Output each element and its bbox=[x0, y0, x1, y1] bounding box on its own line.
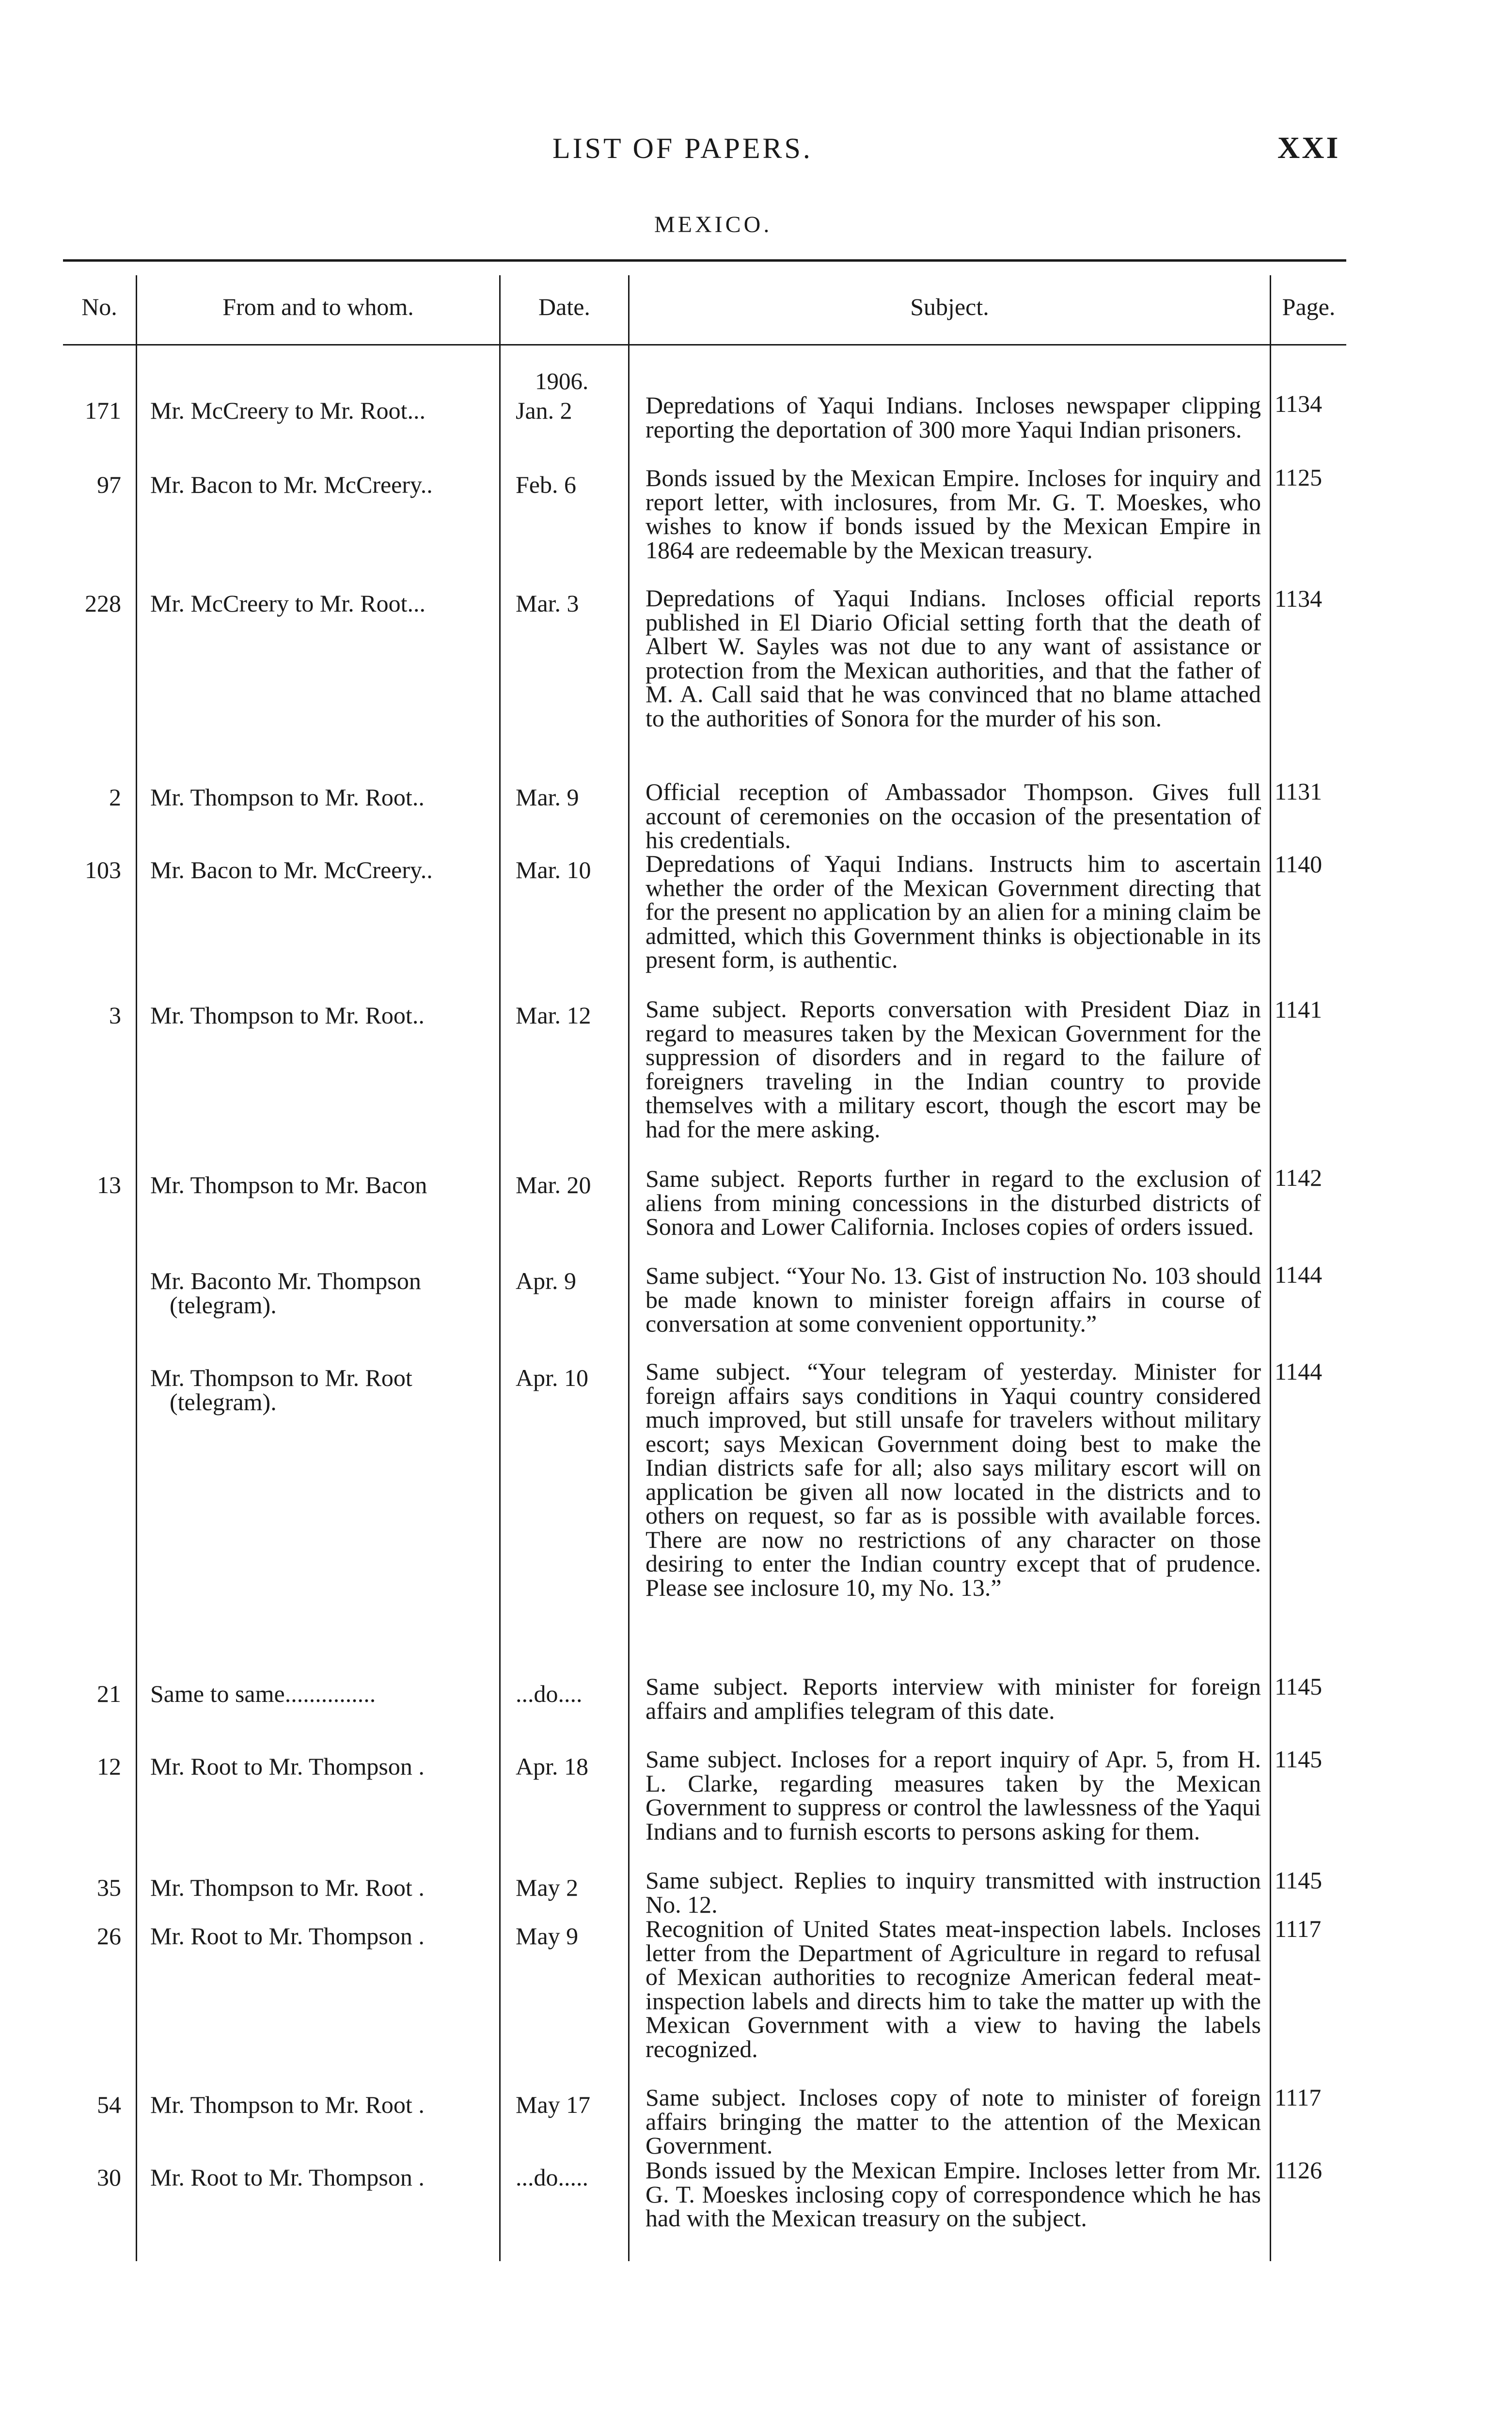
row-subject: Same subject. Incloses copy of note to minister of foreign affairs bringing the matter to the attention of the Mexican Government. bbox=[646, 2084, 1261, 2159]
header-rule bbox=[63, 344, 1346, 346]
row-date: Apr. 10 bbox=[516, 1364, 588, 1391]
row-page: 1144 bbox=[1275, 1261, 1323, 1288]
row-page: 1145 bbox=[1275, 1746, 1323, 1773]
row-correspondents: Mr. Bacon to Mr. McCreery.. bbox=[150, 856, 433, 883]
row-correspondents: Mr. Thompson to Mr. Root . bbox=[150, 2091, 425, 2118]
row-date: May 2 bbox=[516, 1874, 579, 1901]
column-header-subject: Subject. bbox=[910, 293, 989, 320]
row-subject: Same subject. Reports further in regard to the exclusion of aliens from mining concessions in the disturbed districts of Sonora and Lower California. Incloses copies of orders issued. bbox=[646, 1165, 1261, 1240]
row-subject: Bonds issued by the Mexican Empire. Incloses letter from Mr. G. T. Moeskes inclosing copy of correspondence which he has had with the Mexican treasury on the subject. bbox=[646, 2156, 1261, 2232]
column-divider bbox=[1270, 275, 1271, 2261]
row-page: 1145 bbox=[1275, 1673, 1323, 1700]
column-header-no: No. bbox=[81, 293, 117, 320]
row-date: Jan. 2 bbox=[516, 397, 572, 424]
row-number: 171 bbox=[85, 397, 121, 424]
row-correspondents: Mr. Thompson to Mr. Root bbox=[150, 1364, 412, 1391]
row-number: 97 bbox=[97, 471, 121, 498]
row-correspondents: Mr. Thompson to Mr. Root.. bbox=[150, 1002, 425, 1029]
row-number: 54 bbox=[97, 2091, 121, 2118]
row-correspondents: Mr. Bacon to Mr. McCreery.. bbox=[150, 471, 433, 498]
row-page: 1134 bbox=[1275, 390, 1323, 417]
year-label: 1906. bbox=[535, 368, 589, 394]
row-subject: Same subject. Replies to inquiry transmitted with instruction No. 12. bbox=[646, 1867, 1261, 1918]
row-date: Mar. 10 bbox=[516, 856, 591, 883]
row-subject: Same subject. “Your telegram of yesterday. Minister for foreign affairs says conditions in Yaqui country considered much improved, but still unsafe for travelers without military escort; says Mexican Government doing best to make the Indian districts safe for all; also says military escort will on application be given all now located in the districts and to others on request, so far as is possible with available forces. There are now no restrictions of any character on those desiring to enter the Indian country except that of prudence. Please see inclosure 10, my No. 13.” bbox=[646, 1358, 1261, 1601]
column-divider bbox=[499, 275, 501, 2261]
row-number: 228 bbox=[85, 590, 121, 617]
column-header-date: Date. bbox=[538, 293, 590, 320]
row-date: ...do.... bbox=[516, 1680, 583, 1707]
row-correspondents-note: (telegram). bbox=[170, 1291, 277, 1319]
row-date: Mar. 20 bbox=[516, 1171, 591, 1198]
row-date: May 17 bbox=[516, 2091, 591, 2118]
row-page: 1126 bbox=[1275, 2156, 1323, 2184]
row-subject: Same subject. Reports conversation with President Diaz in regard to measures taken by the Mexican Government for the suppression of disorders and in regard to the failure of foreigners traveling in the Indian country to provide themselves with a military escort, though the escort may be had for the mere asking. bbox=[646, 995, 1261, 1143]
column-divider bbox=[628, 275, 630, 2261]
row-correspondents: Mr. Thompson to Mr. Root.. bbox=[150, 784, 425, 811]
row-number: 21 bbox=[97, 1680, 121, 1707]
row-correspondents-note: (telegram). bbox=[170, 1388, 277, 1416]
column-divider bbox=[136, 275, 137, 2261]
row-correspondents: Same to same............... bbox=[150, 1680, 376, 1707]
row-number: 3 bbox=[109, 1002, 121, 1029]
row-date: Apr. 9 bbox=[516, 1267, 576, 1294]
row-page: 1141 bbox=[1275, 996, 1323, 1023]
row-date: Mar. 3 bbox=[516, 590, 579, 617]
running-title: LIST OF PAPERS. bbox=[552, 132, 813, 164]
row-correspondents: Mr. McCreery to Mr. Root... bbox=[150, 590, 426, 617]
row-number: 103 bbox=[85, 856, 121, 883]
row-correspondents: Mr. Root to Mr. Thompson . bbox=[150, 1753, 425, 1780]
row-subject: Same subject. Reports interview with minister for foreign affairs and amplifies telegram of this date. bbox=[646, 1673, 1261, 1724]
row-subject: Depredations of Yaqui Indians. Incloses official reports published in El Diario Oficial setting forth that the death of Albert W. Sayles was not due to any want of assistance or protection from the Mexican authorities, and that the father of M. A. Call said that he was convinced that no blame attached to the authorities of Sonora for the murder of his son. bbox=[646, 584, 1261, 732]
row-subject: Depredations of Yaqui Indians. Instructs him to ascertain whether the order of the Mexican Government directing that for the present no application by an alien for a mining claim be admitted, which this Government thinks is objectionable in its present form, is authentic. bbox=[646, 850, 1261, 973]
row-page: 1140 bbox=[1275, 850, 1323, 878]
row-date: Feb. 6 bbox=[516, 471, 576, 498]
row-correspondents: Mr. Root to Mr. Thompson . bbox=[150, 2164, 425, 2191]
column-header-from: From and to whom. bbox=[222, 293, 414, 320]
row-subject: Bonds issued by the Mexican Empire. Incloses for inquiry and report letter, with inclosures, from Mr. G. T. Moeskes, who wishes to know if bonds issued by the Mexican Empire in 1864 are redeemable by the Mexican treasury. bbox=[646, 464, 1261, 564]
row-page: 1125 bbox=[1275, 464, 1323, 491]
row-correspondents: Mr. Thompson to Mr. Root . bbox=[150, 1874, 425, 1901]
row-date: May 9 bbox=[516, 1922, 579, 1950]
row-subject: Official reception of Ambassador Thompson. Gives full account of ceremonies on the occasion of the presentation of his credentials. bbox=[646, 778, 1261, 853]
row-date: Mar. 9 bbox=[516, 784, 579, 811]
row-date: Mar. 12 bbox=[516, 1002, 591, 1029]
row-number: 12 bbox=[97, 1753, 121, 1780]
page-number: XXI bbox=[1277, 130, 1340, 165]
row-number: 35 bbox=[97, 1874, 121, 1901]
row-date: ...do..... bbox=[516, 2164, 588, 2191]
row-page: 1131 bbox=[1275, 778, 1323, 805]
row-correspondents: Mr. McCreery to Mr. Root... bbox=[150, 397, 426, 424]
row-correspondents: Mr. Thompson to Mr. Bacon bbox=[150, 1171, 427, 1198]
row-correspondents: Mr. Root to Mr. Thompson . bbox=[150, 1922, 425, 1950]
row-page: 1117 bbox=[1275, 2084, 1322, 2111]
row-page: 1145 bbox=[1275, 1867, 1323, 1894]
row-number: 2 bbox=[109, 784, 121, 811]
row-subject: Recognition of United States meat-inspection labels. Incloses letter from the Department of Agriculture in regard to refusal of Mexican authorities to recognize American federal meat-inspection labels and directs him to take the matter up with the Mexican Government with a view to having the labels recognized. bbox=[646, 1915, 1261, 2062]
row-correspondents: Mr. Baconto Mr. Thompson bbox=[150, 1267, 421, 1294]
row-subject: Depredations of Yaqui Indians. Incloses newspaper clipping reporting the deportation of 300 more Yaqui Indian prisoners. bbox=[646, 392, 1261, 443]
top-rule bbox=[63, 259, 1346, 262]
row-page: 1117 bbox=[1275, 1915, 1322, 1942]
row-number: 26 bbox=[97, 1922, 121, 1950]
section-title: MEXICO. bbox=[654, 212, 772, 237]
row-subject: Same subject. Incloses for a report inquiry of Apr. 5, from H. L. Clarke, regarding measures taken by the Mexican Government to suppress or control the lawlessness of the Yaqui Indians and to furnish escorts to persons asking for them. bbox=[646, 1746, 1261, 1845]
row-page: 1134 bbox=[1275, 585, 1323, 612]
row-page: 1142 bbox=[1275, 1164, 1323, 1191]
row-page: 1144 bbox=[1275, 1358, 1323, 1385]
column-header-page: Page. bbox=[1282, 293, 1336, 320]
row-number: 13 bbox=[97, 1171, 121, 1198]
row-subject: Same subject. “Your No. 13. Gist of instruction No. 103 should be made known to minister foreign affairs in course of conversation at some convenient opportunity.” bbox=[646, 1262, 1261, 1337]
row-number: 30 bbox=[97, 2164, 121, 2191]
row-date: Apr. 18 bbox=[516, 1753, 588, 1780]
